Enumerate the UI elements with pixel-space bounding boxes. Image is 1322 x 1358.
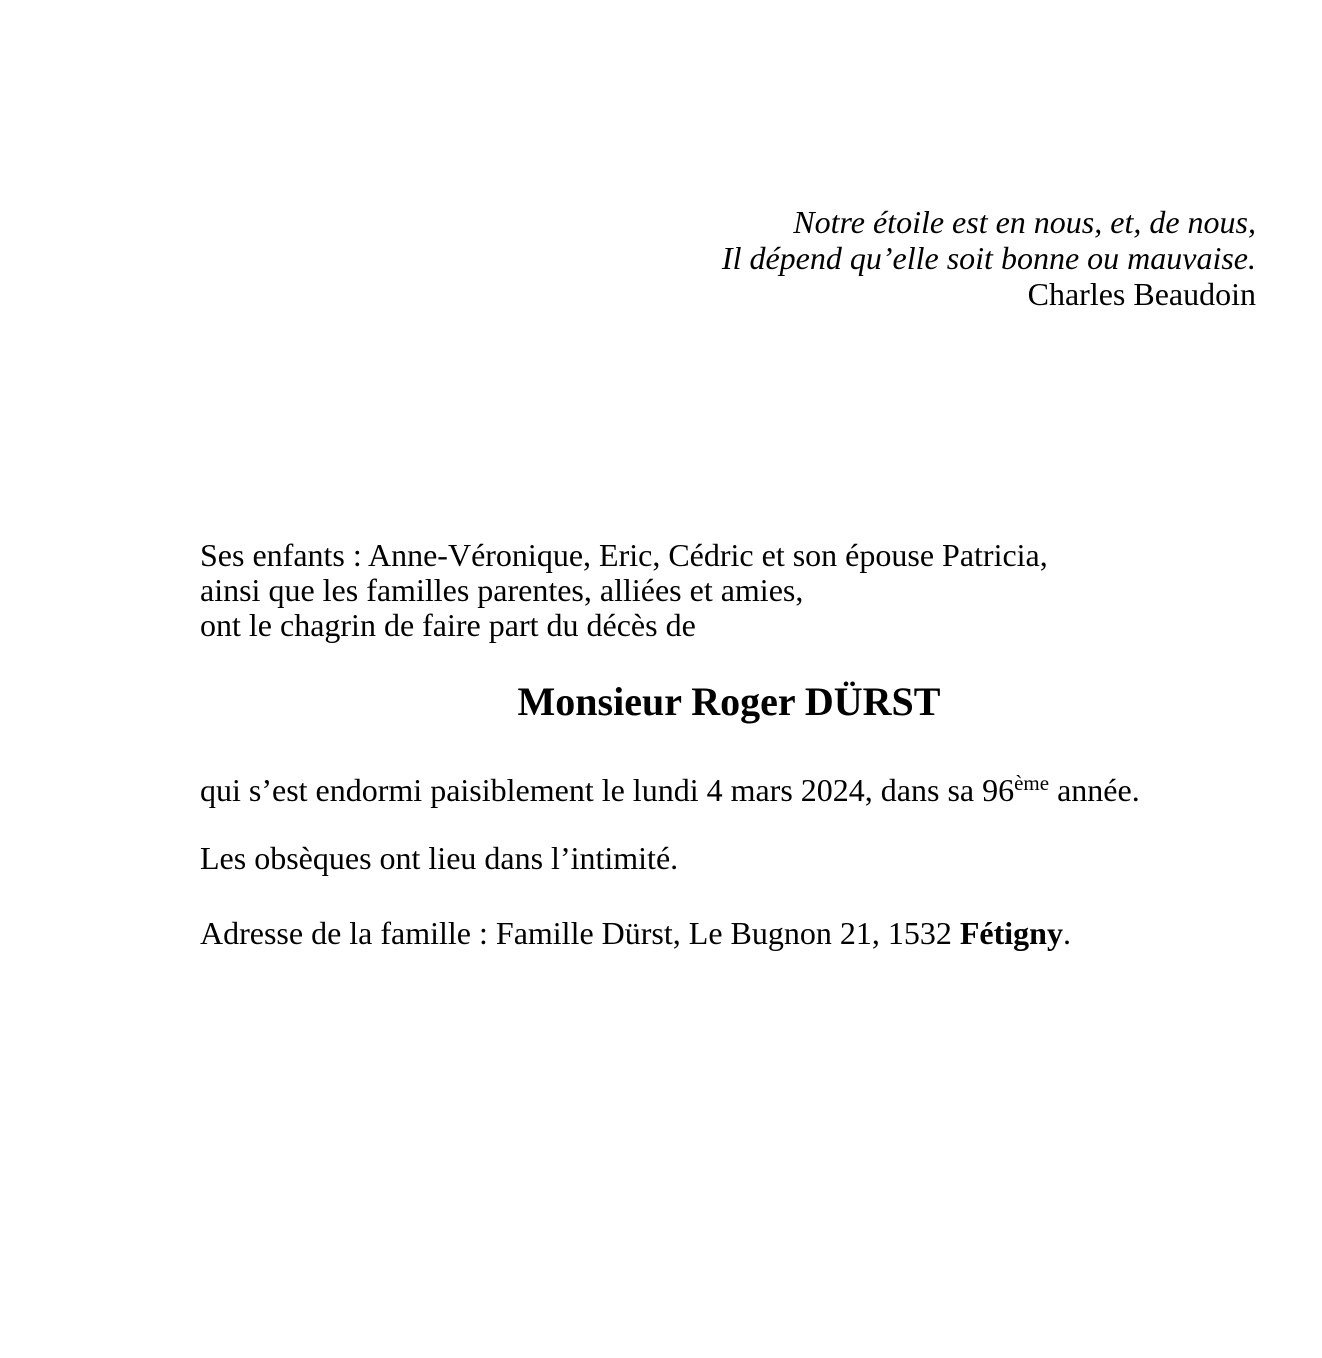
family-address-period: .: [1062, 915, 1071, 951]
deceased-name-heading: Monsieur Roger DÜRST: [517, 679, 941, 724]
family-address-town: Fétigny: [959, 915, 1063, 951]
ordinal-superscript: ème: [1014, 771, 1050, 795]
family-address-text: Adresse de la famille : Famille Dürst, Le Bugnon 21, 1532: [200, 915, 960, 951]
epigraph-quote-line-2: Il dépend qu’elle soit bonne ou mauvaise.: [721, 240, 1256, 276]
death-details-text: qui s’est endormi paisiblement le lundi 4 mars 2024, dans sa 96: [200, 772, 1015, 808]
epigraph-attribution: Charles Beaudoin: [1027, 276, 1256, 312]
death-details-text-end: année.: [1049, 772, 1140, 808]
announcement-paragraph: [200, 538, 1048, 643]
announcement-line-2: ainsi que les familles parentes, alliées et amies,: [200, 572, 804, 608]
funeral-notice-line: Les obsèques ont lieu dans l’intimité.: [200, 840, 679, 876]
family-address-line: [200, 916, 1071, 951]
announcement-line-3: ont le chagrin de faire part du décès de: [200, 607, 696, 643]
death-details-line: [200, 773, 1140, 808]
epigraph: [722, 204, 1256, 312]
announcement-line-1: Ses enfants : Anne-Véronique, Eric, Cédric et son épouse Patricia,: [200, 537, 1048, 573]
epigraph-quote-line-1: Notre étoile est en nous, et, de nous,: [793, 204, 1256, 240]
